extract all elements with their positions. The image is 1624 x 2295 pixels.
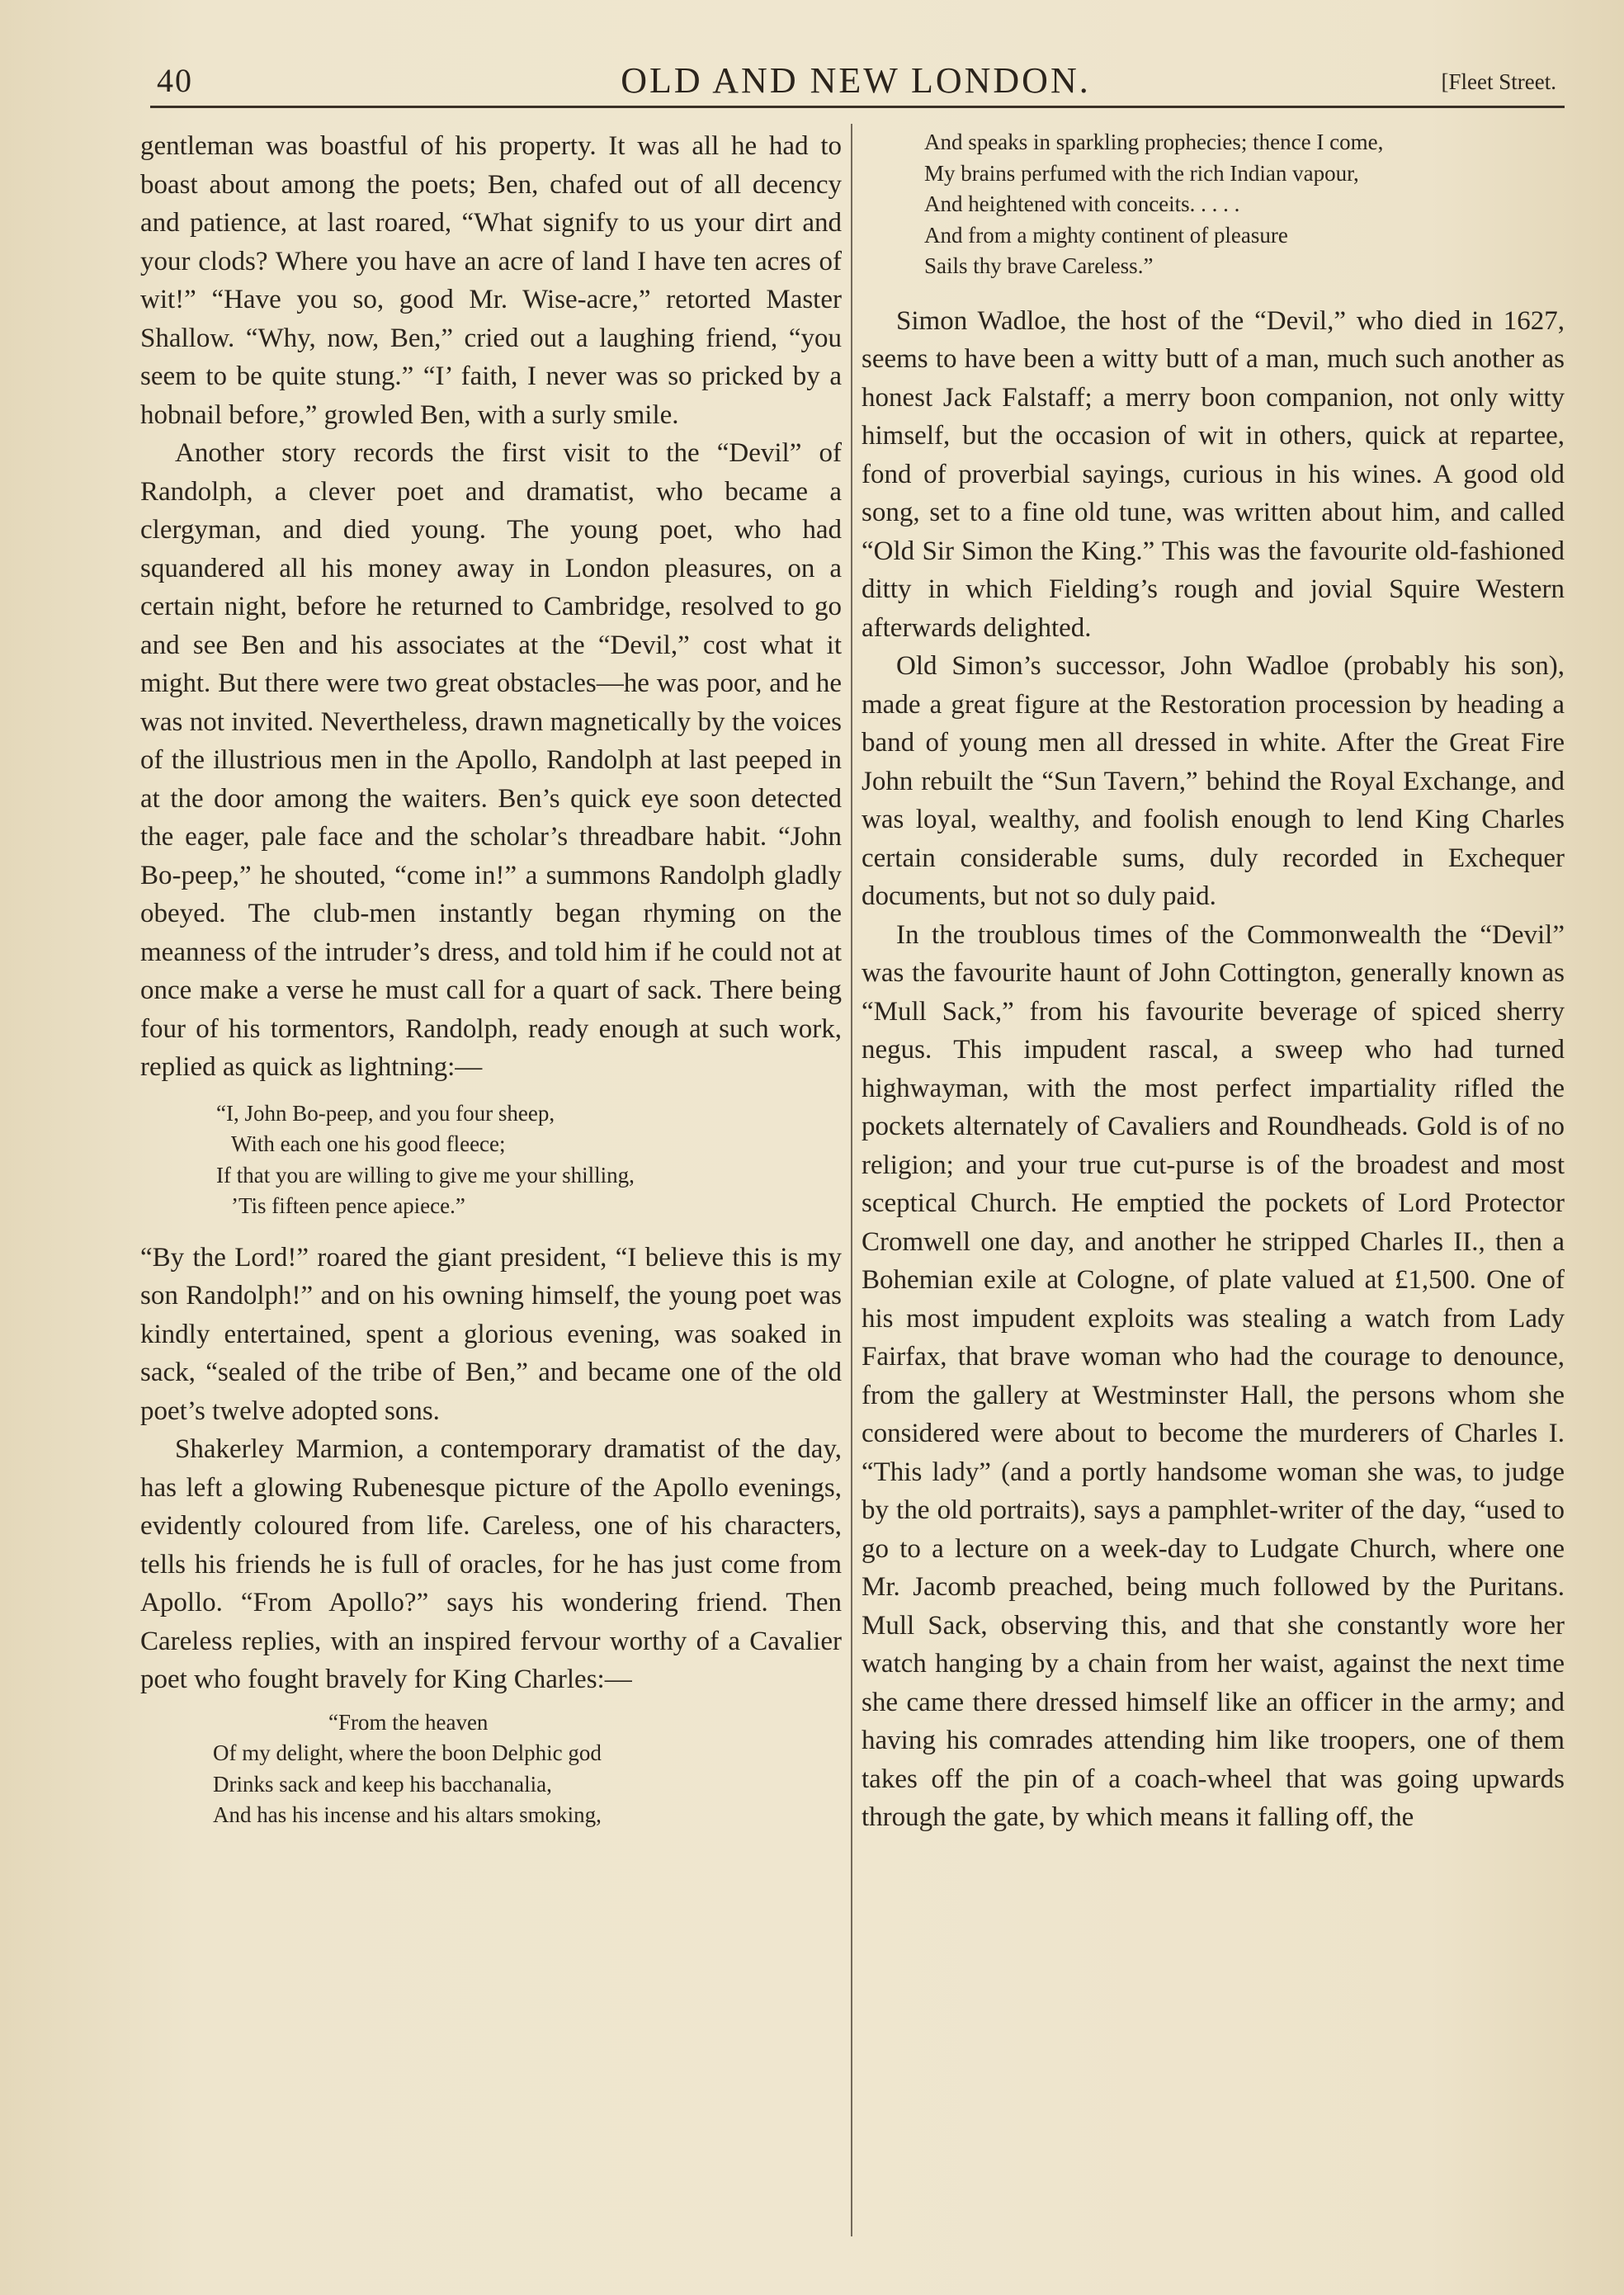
verse-line: “I, John Bo-peep, and you four sheep,: [216, 1100, 555, 1126]
verse-line: ’Tis fifteen pence apiece.”: [231, 1193, 465, 1218]
paragraph: Old Simon’s successor, John Wadloe (probably his son), made a great figure at the Restoration procession by heading a band of young men all dressed in white. After the Great Fire John rebuilt the “Sun Tavern,” behind the Royal Exchange, and was loyal, wealthy, and foolish enough to lend King Charles certain considerable sums, duly recorded in Exchequer documents, but not so duly paid.: [862, 651, 1565, 911]
verse-block: [140, 1707, 842, 1831]
column-divider: [851, 124, 852, 2236]
verse-line: Sails thy brave Careless.”: [924, 253, 1154, 278]
section-name: [Fleet Street.: [1441, 69, 1556, 94]
left-column: [140, 127, 842, 1831]
verse-line: My brains perfumed with the rich Indian vapour,: [924, 160, 1359, 186]
paragraph: Simon Wadloe, the host of the “Devil,” who died in 1627, seems to have been a witty butt of a man, much such another as honest Jack Falstaff; a merry boon companion, not only witty himself, but the occasion of wit in others, quick at repartee, fond of proverbial sayings, curious in his wines. A good old song, set to a fine old tune, was written about him, and called “Old Sir Simon the King.” This was the favourite old-fashioned ditty in which Fielding’s rough and jovial Squire Western afterwards delighted.: [862, 305, 1565, 643]
paragraph: Another story records the first visit to the “Devil” of Randolph, a clever poet and dramatist, who became a clergyman, and died young. The young poet, who had squandered all his money away in London pleasures, on a certain night, before he returned to Cambridge, resolved to go and see Ben and his associates at the “Devil,” cost what it might. But there were two great obstacles—he was poor, and he was not invited. Nevertheless, drawn magnetically by the voices of the illustrious men in the Apollo, Randolph at last peeped in at the door among the waiters. Ben’s quick eye soon detected the eager, pale face and the scholar’s threadbare habit. “John Bo-peep,” he shouted, “come in!” a summons Randolph gladly obeyed. The club-men instantly began rhyming on the meanness of the intruder’s dress, and told him if he could not at once make a verse he must call for a quart of sack. There being four of his tormentors, Randolph, ready enough at such work, replied as quick as lightning:—: [140, 438, 842, 1082]
paragraph: gentleman was boastful of his property. It was all he had to boast about among the poets; Ben, chafed out of all decency and patience, at last roared, “What signify to us your dirt and your clods? Where you have an acre of land I have ten acres of wit!” “Have you so, good Mr. Wise-acre,” retorted Master Shallow. “Why, now, Ben,” cried out a laughing friend, “you seem to be quite stung.” “I’ faith, I never was so pricked by a hobnail before,” growled Ben, with a surly smile.: [140, 131, 842, 430]
verse-line: And from a mighty continent of pleasure: [924, 222, 1288, 248]
running-title: OLD AND NEW LONDON.: [621, 60, 1091, 101]
header-rule: [150, 106, 1565, 108]
verse-line: And has his incense and his altars smoking,: [213, 1802, 602, 1827]
verse-line: Drinks sack and keep his bacchanalia,: [213, 1771, 552, 1797]
verse-line: With each one his good fleece;: [231, 1131, 506, 1156]
page-header: [150, 58, 1561, 104]
right-column: [862, 127, 1565, 1837]
paragraph: In the troublous times of the Commonwealth the “Devil” was the favourite haunt of John Cottington, generally known as “Mull Sack,” from his favourite beverage of spiced sherry negus. This impudent rascal, a sweep who had turned highwayman, with the most perfect impartiality rifled the pockets alternately of Cavaliers and Roundheads. Gold is of no religion; and your true cut-purse is of the broadest and most sceptical Church. He emptied the pockets of Lord Protector Cromwell one day, and another he stripped Charles II., then a Bohemian exile at Cologne, of plate valued at £1,500. One of his most impudent exploits was stealing a watch from Lady Fairfax, that brave woman who had the courage to denounce, from the gallery at Westminster Hall, the persons whom she considered were about to become the murderers of Charles I. “This lady” (and a portly handsome woman she was, to judge by the old portraits), says a pamphlet-writer of the day, “used to go to a lecture on a week-day to Ludgate Church, where one Mr. Jacomb preached, being much followed by the Puritans. Mull Sack, observing this, and that she constantly wore her watch hanging by a chain from her waist, against the next time she came there dressed himself like an officer in the army; and having his comrades attending him like troopers, one of them takes off the pin of a coach-wheel that was going upwards through the gate, by which means it falling off, the: [862, 919, 1565, 1832]
verse-line: Of my delight, where the boon Delphic god: [213, 1740, 602, 1765]
paragraph: Shakerley Marmion, a contemporary dramatist of the day, has left a glowing Rubenesque picture of the Apollo evenings, evidently coloured from life. Careless, one of his characters, tells his friends he is full of oracles, for he has just come from Apollo. “From Apollo?” says his wondering friend. Then Careless replies, with an inspired fervour worthy of a Cavalier poet who fought bravely for King Charles:—: [140, 1434, 842, 1694]
verse-line: And heightened with conceits. . . . .: [924, 191, 1240, 216]
verse-block: [862, 127, 1565, 282]
verse-line: And speaks in sparkling prophecies; thence I come,: [924, 130, 1384, 154]
verse-line: If that you are willing to give me your shilling,: [216, 1162, 635, 1188]
verse-line: “From the heaven: [328, 1709, 489, 1735]
verse-block: [140, 1098, 842, 1222]
paragraph: “By the Lord!” roared the giant president, “I believe this is my son Randolph!” and on his owning himself, the young poet was kindly entertained, spent a glorious evening, was soaked in sack, “sealed of the tribe of Ben,” and became one of the old poet’s twelve adopted sons.: [140, 1242, 842, 1426]
page-number: 40: [157, 62, 193, 99]
